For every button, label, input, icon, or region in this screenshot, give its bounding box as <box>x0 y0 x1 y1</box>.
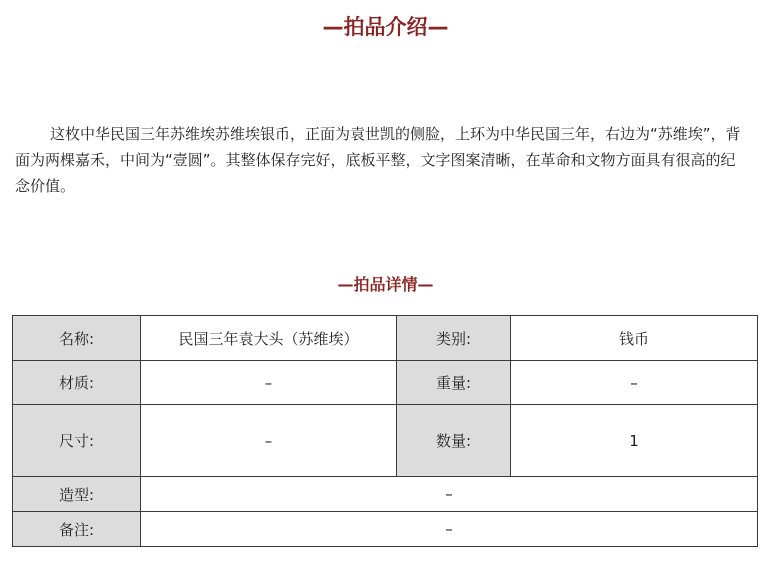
label-material: 材质: <box>13 361 141 405</box>
table-row <box>13 361 758 405</box>
label-shape: 造型: <box>13 477 141 512</box>
label-weight: 重量: <box>397 361 511 405</box>
table-row <box>13 316 758 361</box>
value-remarks: – <box>141 512 758 547</box>
table-row <box>13 477 758 512</box>
value-material: – <box>141 361 397 405</box>
intro-title: —拍品介绍— <box>322 15 449 39</box>
value-size: – <box>141 405 397 477</box>
label-remarks: 备注: <box>13 512 141 547</box>
value-category: 钱币 <box>511 316 758 361</box>
label-quantity: 数量: <box>397 405 511 477</box>
intro-description: 这枚中华民国三年苏维埃苏维埃银币，正面为袁世凯的侧脸，上环为中华民国三年，右边为“苏维埃”，背面为两棵嘉禾，中间为“壹圆”。其整体保存完好，底板平整，文字图案清晰，在革命和文物方面具有很高的纪念价值。 <box>15 125 741 195</box>
label-name: 名称: <box>13 316 141 361</box>
value-name: 民国三年袁大头（苏维埃） <box>141 316 397 361</box>
value-quantity: 1 <box>511 405 758 477</box>
table-row <box>13 405 758 477</box>
label-size: 尺寸: <box>13 405 141 477</box>
value-shape: – <box>141 477 758 512</box>
detail-title: —拍品详情— <box>337 275 434 294</box>
detail-table <box>12 315 758 547</box>
value-weight: – <box>511 361 758 405</box>
table-row <box>13 512 758 547</box>
label-category: 类别: <box>397 316 511 361</box>
